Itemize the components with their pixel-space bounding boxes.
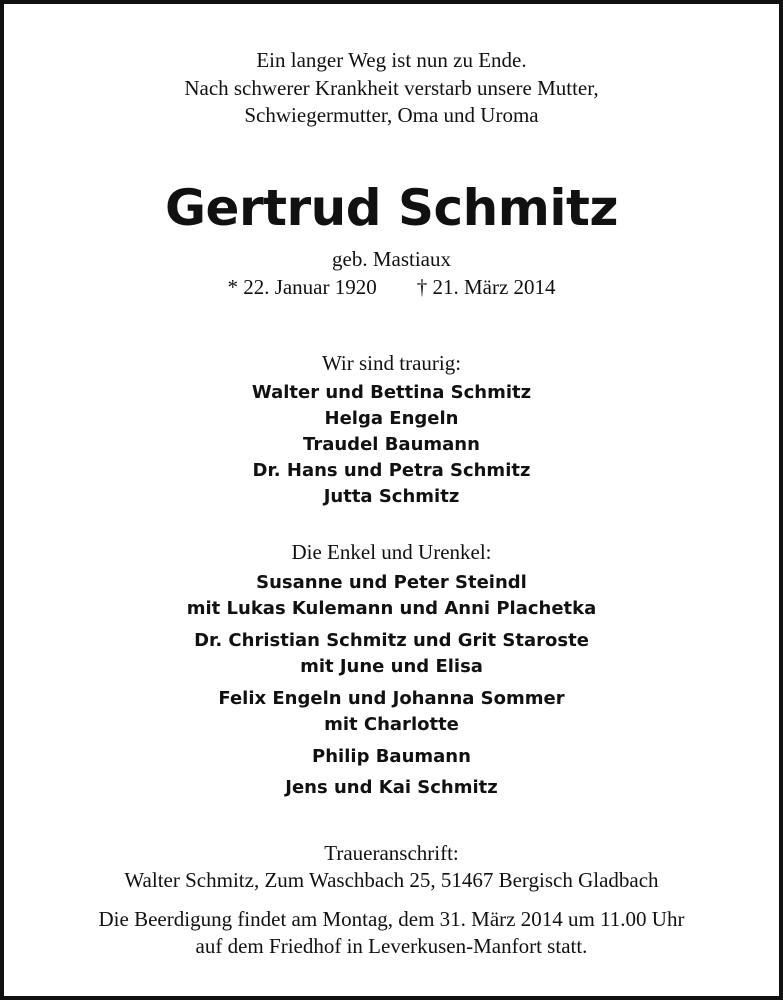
funeral-line: Die Beerdigung findet am Montag, dem 31. März 2014 um 11.00 Uhr — [98, 907, 685, 931]
grandchild-name: mit Charlotte — [324, 714, 459, 735]
mourners-heading: Wir sind traurig: — [321, 351, 462, 375]
grandchild-name: Jens und Kai Schmitz — [285, 777, 498, 798]
mourner-name: Walter und Bettina Schmitz — [251, 382, 532, 403]
maiden-name: geb. Mastiaux — [332, 247, 451, 271]
grandchildren-heading: Die Enkel und Urenkel: — [291, 540, 492, 564]
life-dates — [4, 275, 779, 300]
address-text: Walter Schmitz, Zum Waschbach 25, 51467 Bergisch Gladbach — [124, 868, 659, 892]
address-heading: Traueranschrift: — [324, 841, 459, 865]
intro-line: Ein langer Weg ist nun zu Ende. — [256, 48, 527, 72]
mourner-name: Dr. Hans und Petra Schmitz — [252, 460, 531, 481]
grandchild-name: mit June und Elisa — [300, 656, 483, 677]
grandchild-name: mit Lukas Kulemann und Anni Plachetka — [186, 598, 597, 619]
grandchild-name: Susanne und Peter Steindl — [256, 572, 527, 593]
mourner-name: Jutta Schmitz — [323, 486, 460, 507]
funeral-line: auf dem Friedhof in Leverkusen-Manfort statt. — [195, 934, 588, 958]
birth-date: * 22. Januar 1920 — [227, 275, 377, 299]
mourner-name: Helga Engeln — [324, 408, 459, 429]
death-date: † 21. März 2014 — [416, 275, 556, 299]
intro-line: Nach schwerer Krankheit verstarb unsere Mutter, — [184, 76, 599, 100]
grandchild-name: Felix Engeln und Johanna Sommer — [218, 688, 565, 709]
mourner-name: Traudel Baumann — [303, 434, 480, 455]
deceased-name: Gertrud Schmitz — [165, 179, 618, 237]
grandchild-name: Dr. Christian Schmitz und Grit Staroste — [194, 630, 589, 651]
intro-line: Schwiegermutter, Oma und Uroma — [244, 103, 539, 127]
grandchild-name: Philip Baumann — [312, 746, 471, 767]
